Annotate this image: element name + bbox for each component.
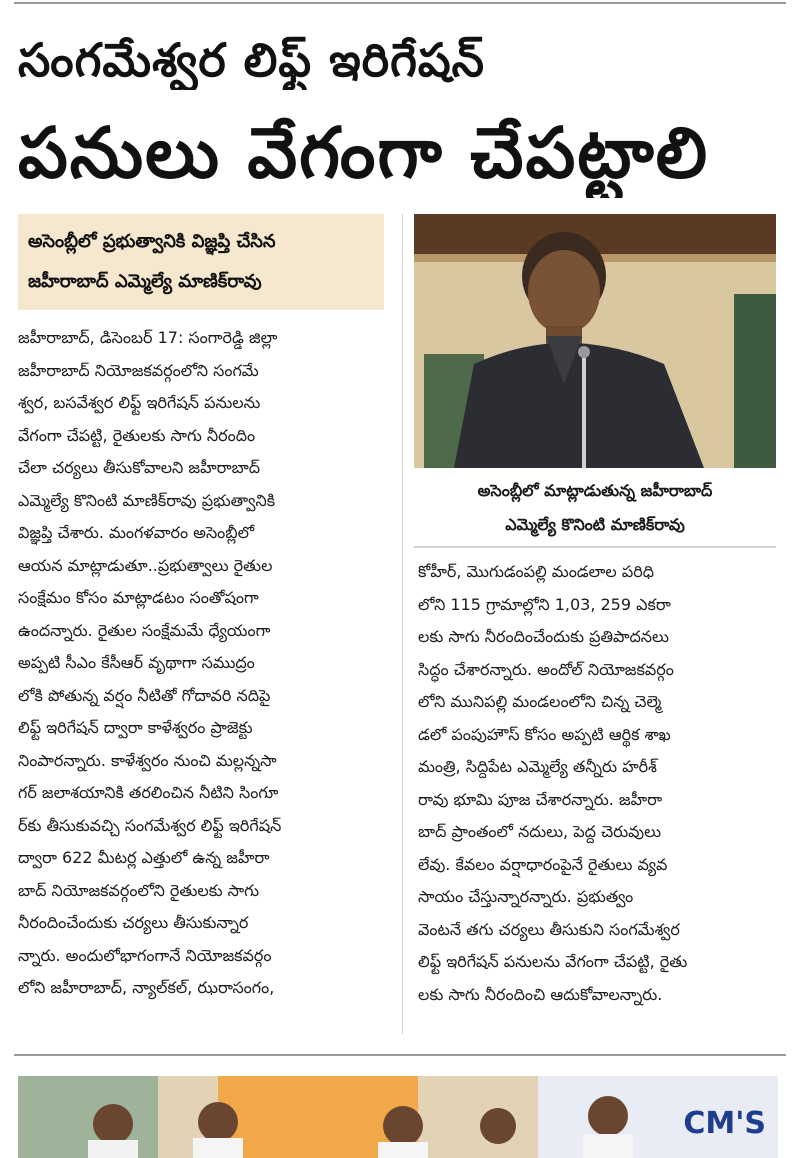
- top-rule: [14, 2, 786, 4]
- article-right-column: [418, 556, 776, 1011]
- article-text-line: విజ్ఞప్తి చేశారు. మంగళవారం అసెంబ్లీలో: [18, 523, 255, 542]
- article-text-line: లోకి పోతున్న వర్షం నీటితో గోదావరి నదిపై: [18, 685, 271, 705]
- article-text-line: సాయం చేస్తున్నారన్నారు. ప్రభుత్వం: [418, 887, 634, 906]
- photo-caption: [414, 470, 776, 548]
- article-text-line: లకు సాగు నీరందించి ఆదుకోవాలన్నారు.: [418, 984, 663, 1004]
- article-text-line: న్నారు. అందులోభాగంగానే నియోజకవర్గం: [18, 945, 272, 965]
- article-text-line: సిద్ధం చేశారన్నారు. అందోల్ నియోజకవర్గం: [418, 659, 674, 679]
- event-photo-illustration: [18, 1076, 778, 1158]
- subheadline-line-2: జహీరాబాద్ ఎమ్మెల్యే మాణిక్‌రావు: [28, 271, 262, 292]
- article-text-line: మంత్రి, సిద్దిపేట ఎమ్మెల్యే తన్నీరు హరీశ్: [418, 757, 657, 776]
- article-left-column: [18, 322, 390, 1005]
- article-text-line: నింపారన్నారు. కాళేశ్వరం నుంచి మల్లన్నసా: [18, 750, 277, 770]
- article-text-line: అప్పటి సీఎం కేసీఆర్ వృథాగా సముద్రం: [18, 653, 255, 672]
- article-text-line: లకు సాగు నీరందించేందుకు ప్రతిపాదనలు: [418, 627, 669, 646]
- photo-caption-line-2: ఎమ్మెల్యే కొనింటి మాణిక్‌రావు: [505, 515, 685, 534]
- article-text-line: రావు భూమి పూజ చేశారన్నారు. జహీరా: [418, 789, 663, 809]
- article-text-line: నీరందించేందుకు చర్యలు తీసుకున్నార: [18, 913, 249, 932]
- subheadline-line-1: అసెంబ్లీలో ప్రభుత్వానికి విజ్ఞప్తి చేసిన: [28, 231, 276, 252]
- column-divider: [402, 214, 403, 1034]
- article-text-line: లేవు. కేవలం వర్షాధారంపైనే రైతులు వ్యవ: [418, 854, 668, 874]
- article-text-line: ఉందన్నారు. రైతుల సంక్షేమమే ధ్యేయంగా: [18, 620, 271, 640]
- mla-photo-illustration: [414, 214, 776, 468]
- article-text-line: బాద్ నియోజకవర్గంలోని రైతులకు సాగు: [18, 880, 260, 900]
- photo-caption-line-1: అసెంబ్లీలో మాట్లాడుతున్న జహీరాబాద్: [477, 481, 713, 500]
- headline-line-2: పనులు వేగంగా చేపట్టాలి: [18, 112, 710, 194]
- article-text-line: శ్వర, బసవేశ్వర లిఫ్ట్ ఇరిగేషన్ పనులను: [18, 393, 261, 412]
- article-text-line: లోని 115 గ్రామాల్లోని 1,03, 259 ఎకరా: [418, 594, 671, 614]
- article-text-line: ద్వారా 622 మీటర్ల ఎత్తులో ఉన్న జహీరా: [18, 848, 270, 867]
- article-text-line: ఎమ్మెల్యే కొనింటి మాణిక్‌రావు ప్రభుత్వానికి: [18, 490, 276, 510]
- article-text-line: జహీరాబాద్ నియోజకవర్గంలోని సంగమే: [18, 360, 259, 380]
- headline-line-1: సంగమేశ్వర లిఫ్ట్ ఇరిగేషన్: [18, 33, 485, 87]
- mla-speaking-photo: [414, 214, 776, 468]
- bottom-event-photo: [18, 1076, 778, 1158]
- article-text-line: కోహీర్, మొగుడంపల్లి మండలాల పరిధి: [418, 562, 654, 581]
- article-text-line: సంక్షేమం కోసం మాట్లాడటం సంతోషంగా: [18, 588, 259, 607]
- article-text-line: ర్‌కు తీసుకువచ్చి సంగమేశ్వర లిఫ్ట్ ఇరిగేషన్: [18, 815, 282, 835]
- article-text-line: వేగంగా చేపట్టి, రైతులకు సాగు నీరందిం: [18, 425, 256, 445]
- article-text-line: లిఫ్ట్ ఇరిగేషన్ పనులను వేగంగా చేపట్టి, రైతు: [418, 952, 688, 971]
- article-text-line: లిఫ్ట్ ఇరిగేషన్ ద్వారా కాళేశ్వరం ప్రాజెక్టు: [18, 718, 253, 737]
- article-text-line: వెంటనే తగు చర్యలు తీసుకుని సంగమేశ్వర: [418, 919, 680, 939]
- article-text-line: గర్ జలాశయానికి తరలించిన నీటిని సింగూ: [18, 783, 279, 802]
- bottom-rule: [14, 1054, 786, 1056]
- article-text-line: జహీరాబాద్, డిసెంబర్ 17: సంగారెడ్డి జిల్లా: [18, 328, 278, 347]
- banner-text: CM'S: [683, 1106, 766, 1141]
- article-text-line: డలో పంపుహౌస్ కోసం అప్పటి ఆర్థిక శాఖ: [418, 724, 671, 744]
- article-text-line: బాద్ ప్రాంతంలో నదులు, పెద్ద చెరువులు: [418, 822, 661, 841]
- article-text-line: ఆయన మాట్లాడుతూ..ప్రభుత్వాలు రైతుల: [18, 555, 273, 575]
- article-text-line: లోని మునిపల్లి మండలంలోని చిన్న చెల్మె: [418, 692, 662, 711]
- subheadline-box: [18, 214, 384, 310]
- article-text-line: లోని జహీరాబాద్, న్యాల్‌కల్, ఝరాసంగం,: [18, 978, 275, 997]
- article-text-line: చేలా చర్యలు తీసుకోవాలని జహీరాబాద్: [18, 458, 261, 477]
